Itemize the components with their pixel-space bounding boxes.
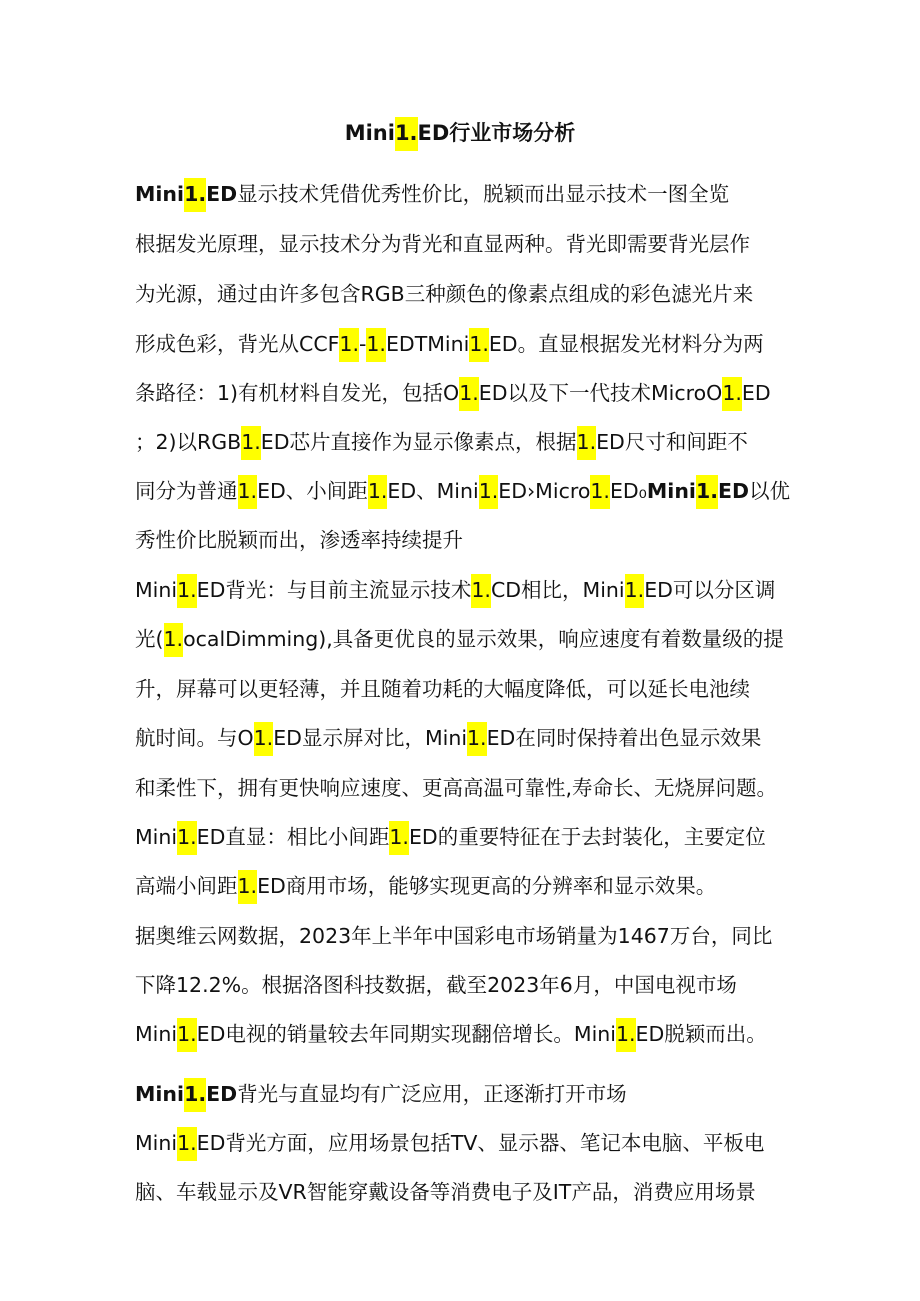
text-run: 据奥维云网数据，2023年上半年中国彩电市场销量为1467万台，同比 xyxy=(135,924,773,948)
highlighted-text: 1. xyxy=(177,821,197,855)
text-run: ED脱颖而出。 xyxy=(635,1022,767,1046)
highlighted-text: 1. xyxy=(577,426,597,460)
highlighted-text: 1. xyxy=(471,574,491,608)
text-run: ED商用市场，能够实现更高的分辨率和显示效果。 xyxy=(257,874,717,898)
text-run: Mini xyxy=(135,182,185,206)
text-run: ED xyxy=(741,381,771,405)
text-run: ED背光方面，应用场景包括TV、显示器、笔记本电脑、平板电 xyxy=(196,1131,765,1155)
text-run: ED的重要特征在于去封装化，主要定位 xyxy=(408,825,766,849)
paragraph-line xyxy=(135,968,795,1008)
text-run: ED直显：相比小间距 xyxy=(196,825,390,849)
text-run: ED xyxy=(206,182,238,206)
text-run: ocalDimming),具备更优良的显示效果，响应速度有着数量级的提 xyxy=(183,627,784,651)
paragraph-line xyxy=(135,672,795,712)
paragraph-line xyxy=(135,227,795,267)
text-run: EDTMini xyxy=(385,332,470,356)
text-run: 秀性价比脱颖而出，渗透率持续提升 xyxy=(135,528,463,552)
text-run: ED₀ xyxy=(609,479,647,503)
text-run: ED以及下一代技术MicroO xyxy=(478,381,723,405)
document-title xyxy=(0,116,920,150)
highlighted-text: 1. xyxy=(625,574,645,608)
highlighted-text: 1. xyxy=(368,475,388,509)
text-run: ED›Micro xyxy=(498,479,591,503)
highlighted-text: 1. xyxy=(366,328,386,362)
text-run: ED在同时保持着出色显示效果 xyxy=(486,726,762,750)
paragraph-line xyxy=(135,376,795,416)
text-run: Mini xyxy=(135,1131,178,1155)
text-run: CD相比，Mini xyxy=(490,578,625,602)
text-run: 为光源，通过由许多包含RGB三种颜色的像素点组成的彩色滤光片来 xyxy=(135,282,754,306)
highlighted-text: 1. xyxy=(395,117,418,151)
paragraph-line xyxy=(135,1175,795,1215)
paragraph-line xyxy=(135,277,795,317)
highlighted-text: 1. xyxy=(177,574,197,608)
text-run: 以优 xyxy=(749,479,791,503)
highlighted-text: 1. xyxy=(177,1127,197,1161)
text-run: Mini xyxy=(135,1022,178,1046)
paragraph-line xyxy=(135,771,795,811)
highlighted-text: 1. xyxy=(467,722,487,756)
paragraph-line xyxy=(135,1126,795,1166)
text-run: 显示技术凭借优秀性价比，脱颖而出显示技术一图全览 xyxy=(237,182,730,206)
paragraph-line xyxy=(135,869,795,909)
highlighted-text: 1. xyxy=(459,377,479,411)
text-run: Mini xyxy=(135,578,178,602)
paragraph-line xyxy=(135,1077,795,1117)
paragraph-line xyxy=(135,721,795,761)
highlighted-text: 1. xyxy=(696,475,718,509)
text-run: ED、Mini xyxy=(387,479,479,503)
text-run: 高端小间距 xyxy=(135,874,238,898)
highlighted-text: 1. xyxy=(254,722,274,756)
paragraph-line xyxy=(135,820,795,860)
text-run: ED行业市场分析 xyxy=(417,121,576,145)
highlighted-text: 1. xyxy=(241,426,261,460)
highlighted-text: 1. xyxy=(184,1078,206,1112)
text-run: Mini xyxy=(646,479,696,503)
text-run: ED。直显根据发光材料分为两 xyxy=(488,332,764,356)
highlighted-text: 1. xyxy=(177,1018,197,1052)
highlighted-text: 1. xyxy=(389,821,409,855)
highlighted-text: 1. xyxy=(238,475,258,509)
text-run: ED xyxy=(718,479,750,503)
highlighted-text: 1. xyxy=(238,870,258,904)
text-run: 同分为普通 xyxy=(135,479,238,503)
paragraph-line xyxy=(135,177,795,217)
highlighted-text: 1. xyxy=(339,328,359,362)
text-run: 下降12.2%。根据洛图科技数据，截至2023年6月，中国电视市场 xyxy=(135,973,737,997)
highlighted-text: 1. xyxy=(722,377,742,411)
text-run: 和柔性下，拥有更快响应速度、更高高温可靠性,寿命长、无烧屏问题。 xyxy=(135,776,778,800)
text-run: 条路径：1)有机材料自发光，包括O xyxy=(135,381,460,405)
highlighted-text: 1. xyxy=(164,623,184,657)
paragraph-line xyxy=(135,573,795,613)
text-run: ；2)以RGB xyxy=(135,430,242,454)
paragraph-line xyxy=(135,523,795,563)
text-run: Mini xyxy=(135,825,178,849)
text-run: 升，屏幕可以更轻薄，并且随着功耗的大幅度降低，可以延长电池续 xyxy=(135,677,750,701)
highlighted-text: 1. xyxy=(590,475,610,509)
text-run: Mini xyxy=(344,121,395,145)
paragraph-line xyxy=(135,622,795,662)
text-run: 脑、车载显示及VR智能穿戴设备等消费电子及IT产品，消费应用场景 xyxy=(135,1180,756,1204)
paragraph-line xyxy=(135,1017,795,1057)
text-run: 根据发光原理，显示技术分为背光和直显两种。背光即需要背光层作 xyxy=(135,232,750,256)
paragraph-line xyxy=(135,327,795,367)
text-run: 背光与直显均有广泛应用，正逐渐打开市场 xyxy=(237,1082,627,1106)
text-run: 形成色彩，背光从CCF xyxy=(135,332,340,356)
text-run: Mini xyxy=(135,1082,185,1106)
text-run: 航时间。与O xyxy=(135,726,254,750)
text-run: ED芯片直接作为显示像素点，根据 xyxy=(260,430,577,454)
paragraph-line xyxy=(135,474,795,514)
text-run: 光( xyxy=(135,627,164,651)
text-run: ED电视的销量较去年同期实现翻倍增长。Mini xyxy=(196,1022,616,1046)
paragraph-line xyxy=(135,425,795,465)
highlighted-text: 1. xyxy=(184,178,206,212)
text-run: ED背光：与目前主流显示技术 xyxy=(196,578,472,602)
text-run: - xyxy=(358,332,367,356)
highlighted-text: 1. xyxy=(616,1018,636,1052)
text-run: ED xyxy=(206,1082,238,1106)
text-run: ED、小间距 xyxy=(257,479,368,503)
text-run: ED可以分区调 xyxy=(644,578,776,602)
text-run: ED显示屏对比，Mini xyxy=(273,726,468,750)
paragraph-line xyxy=(135,919,795,959)
text-run: ED尺寸和间距不 xyxy=(596,430,748,454)
highlighted-text: 1. xyxy=(469,328,489,362)
highlighted-text: 1. xyxy=(479,475,499,509)
